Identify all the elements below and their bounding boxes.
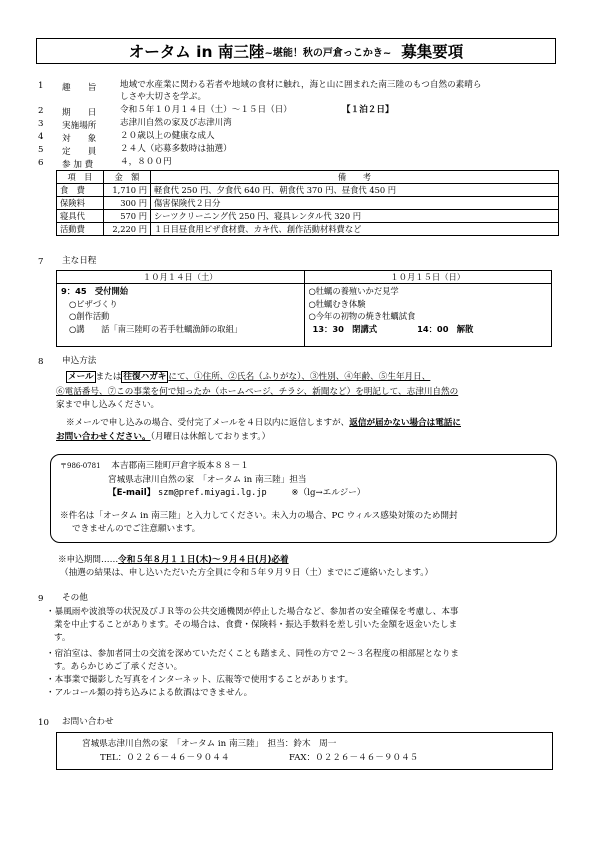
fee-cell: 保険料 bbox=[57, 197, 104, 210]
address-note: できませんのでご注意願います。 bbox=[72, 524, 201, 534]
table-row bbox=[57, 197, 559, 210]
item-label: 定 員 bbox=[62, 147, 97, 157]
item-num: 6 bbox=[38, 158, 44, 168]
schedule-item: 13：30 閉講式 bbox=[312, 323, 378, 334]
org-name: 宮城県志津川自然の家 「オータム in 南三陸」担当 bbox=[108, 475, 307, 485]
fee-table bbox=[56, 170, 559, 236]
item-extra: 【１泊２日】 bbox=[342, 105, 394, 115]
schedule-item: ○講 話「南三陸町の若手牡蠣漁師の取組」 bbox=[69, 323, 243, 334]
item-text: 令和５年１０月１４日（土）～１５日（日） bbox=[120, 105, 292, 115]
item-text: 地域で水産業に関わる若者や地域の食材に触れ，海と山に囲まれた南三陸のもつ自然の素晴ら bbox=[120, 80, 482, 90]
schedule-item: ○ピザづくり bbox=[69, 298, 118, 309]
fee-cell: 傷害保険代２日分 bbox=[151, 197, 559, 210]
section-heading: 申込方法 bbox=[62, 356, 97, 366]
or-text: または bbox=[95, 372, 122, 382]
fee-header: 備 考 bbox=[151, 171, 559, 184]
address: 本吉郡南三陸町戸倉字坂本８８－１ bbox=[111, 461, 249, 471]
apply-note-emph: お問い合わせください。 bbox=[56, 432, 151, 442]
item-text: ２４人（応募多数時は抽選） bbox=[120, 144, 232, 154]
apply-note-emph: 返信が届かない場合は電話に bbox=[349, 418, 461, 428]
item-label: 対 象 bbox=[62, 134, 97, 144]
fee-cell: 1,710 円 bbox=[104, 184, 151, 197]
list-item: ・暴風雨や波浪等の状況及びＪＲ等の公共交通機関が停止した場合など、参加者の安全確保を考慮し、本事 bbox=[46, 607, 459, 617]
list-item: ・本事業で撮影した写真をインターネット、広報等で使用することがあります。 bbox=[46, 675, 354, 685]
fee-cell: 軽食代 250 円、夕食代 640 円、朝食代 370 円、昼食代 450 円 bbox=[151, 184, 559, 197]
item-num: 5 bbox=[38, 145, 44, 155]
fee-cell: 570 円 bbox=[104, 210, 151, 223]
schedule-item: ○今年の初物の焼き牡蠣試食 bbox=[308, 311, 416, 321]
fee-header: 項 目 bbox=[57, 171, 104, 184]
item-label: 実施場所 bbox=[62, 121, 97, 131]
zip-code: 〒986-0781 bbox=[60, 462, 101, 470]
section-num: 10 bbox=[38, 718, 49, 728]
list-item: ・宿泊室は、参加者同士の交流を深めていただくことも踏まえ、同性の方で２～３名程度の相部屋となりま bbox=[46, 649, 460, 659]
page-title: オータム in 南三陸 bbox=[128, 43, 265, 61]
email-note: ※（lg→エルジー） bbox=[291, 488, 366, 498]
mail-label: メール bbox=[68, 372, 94, 382]
apply-text: にて、①住所、②氏名（ふりがな）、③性別、④年齢、⑤生年月日、 bbox=[168, 372, 431, 382]
fee-cell: 食 費 bbox=[57, 184, 104, 197]
postcard-label: 往復ハガキ bbox=[123, 372, 167, 382]
email-link[interactable]: szm@pref.miyagi.lg.jp bbox=[158, 488, 267, 498]
section-heading: 主な日程 bbox=[62, 256, 97, 266]
item-text: ２０歳以上の健康な成人 bbox=[120, 131, 215, 141]
section-heading: お問い合わせ bbox=[62, 717, 114, 727]
list-item: 業を中止することがあります。その場合は、食費・保険料・振込手数料を差し引いた金額を返金いたしま bbox=[54, 620, 458, 630]
section-num: 9 bbox=[38, 594, 44, 604]
email-line bbox=[108, 488, 365, 499]
item-label: 期 日 bbox=[62, 108, 97, 118]
item-label: 参 加 費 bbox=[62, 160, 94, 170]
item-label: 趣 旨 bbox=[62, 83, 97, 93]
schedule-item: ○牡蠣むき体験 bbox=[308, 298, 366, 309]
item-text: ４，８００円 bbox=[120, 157, 172, 167]
title-box bbox=[36, 38, 556, 64]
apply-note: ※メールで申し込みの場合、受付完了メールを４日以内に返信しますが、 bbox=[66, 418, 350, 428]
period-label: ※申込期間…… bbox=[58, 555, 119, 565]
item-num: 4 bbox=[38, 132, 44, 142]
schedule-header bbox=[57, 271, 552, 284]
fee-table-header bbox=[57, 171, 559, 184]
item-num: 1 bbox=[38, 81, 44, 91]
schedule-day: １０月１５日（日） bbox=[304, 271, 552, 284]
fee-header: 金 額 bbox=[104, 171, 151, 184]
apply-note: （月曜日は休館しております。） bbox=[150, 432, 271, 442]
table-row bbox=[57, 223, 559, 236]
page-subtitle: ~堪能！秋の戸倉っこかき~ bbox=[264, 47, 392, 59]
period-value: 令和５年８月１１日(木)～９月４日(月)必着 bbox=[118, 555, 289, 565]
list-item: す。あらかじめご了承ください。 bbox=[54, 662, 183, 672]
section-heading: その他 bbox=[62, 593, 88, 603]
apply-note-2 bbox=[56, 432, 270, 443]
list-item: す。 bbox=[54, 633, 71, 643]
schedule-table bbox=[56, 270, 552, 347]
apply-line-1 bbox=[66, 372, 430, 383]
list-item: ・アルコール類の持ち込みによる飲酒はできません。 bbox=[46, 688, 253, 698]
email-label: 【E-mail】 bbox=[108, 488, 156, 498]
fee-cell: 2,220 円 bbox=[104, 223, 151, 236]
section-num: 8 bbox=[38, 357, 44, 367]
contact-fax: FAX：０２２６－４６－９０４５ bbox=[289, 753, 419, 763]
schedule-body bbox=[57, 284, 552, 347]
schedule-item: 9：45 受付開始 bbox=[61, 286, 129, 296]
fee-cell: １日目昼食用ピザ食材費、カキ代、創作活動材料費など bbox=[151, 223, 559, 236]
schedule-item: 14：00 解散 bbox=[417, 323, 474, 334]
item-text: 志津川自然の家及び志津川湾 bbox=[120, 118, 232, 128]
item-text: しさや大切さを学ぶ。 bbox=[120, 92, 207, 102]
contact-line: 宮城県志津川自然の家 「オータム in 南三陸」 担当：鈴木 周一 bbox=[82, 739, 337, 749]
page-title-tail: 募集要項 bbox=[401, 43, 464, 61]
apply-text: 家まで申し込みください。 bbox=[56, 400, 160, 410]
contact-box bbox=[56, 732, 553, 770]
item-num: 3 bbox=[38, 119, 44, 129]
period-note: （抽選の結果は、申し込いただいた方全員に令和５年９月９日（土）までにご連絡いたします。） bbox=[60, 568, 434, 578]
section-num: 7 bbox=[38, 257, 44, 267]
contact-tel: TEL：０２２６－４６－９０４４ bbox=[100, 753, 230, 763]
fee-cell: 300 円 bbox=[104, 197, 151, 210]
apply-note-1 bbox=[66, 418, 461, 429]
table-row bbox=[57, 184, 559, 197]
schedule-day: １０月１４日（土） bbox=[57, 271, 305, 284]
address-note: ※件名は「オータム in 南三陸」と入力してください。未入力の場合、PC ウィルス感染対策のため開封 bbox=[60, 511, 458, 521]
fee-cell: 寝具代 bbox=[57, 210, 104, 223]
table-row bbox=[57, 210, 559, 223]
apply-text: ⑥電話番号、⑦この事業を何で知ったか（ホームページ、チラシ、新聞など）を明記して、志津川自然の bbox=[56, 387, 459, 397]
period-line bbox=[58, 555, 289, 566]
schedule-item: ○牡蠣の養殖いかだ見学 bbox=[308, 286, 399, 296]
fee-cell: 活動費 bbox=[57, 223, 104, 236]
fee-cell: シーツクリーニング代 250 円、寝具レンタル代 320 円 bbox=[151, 210, 559, 223]
schedule-item: ○創作活動 bbox=[69, 311, 110, 321]
address-line bbox=[60, 461, 249, 472]
item-num: 2 bbox=[38, 106, 44, 116]
